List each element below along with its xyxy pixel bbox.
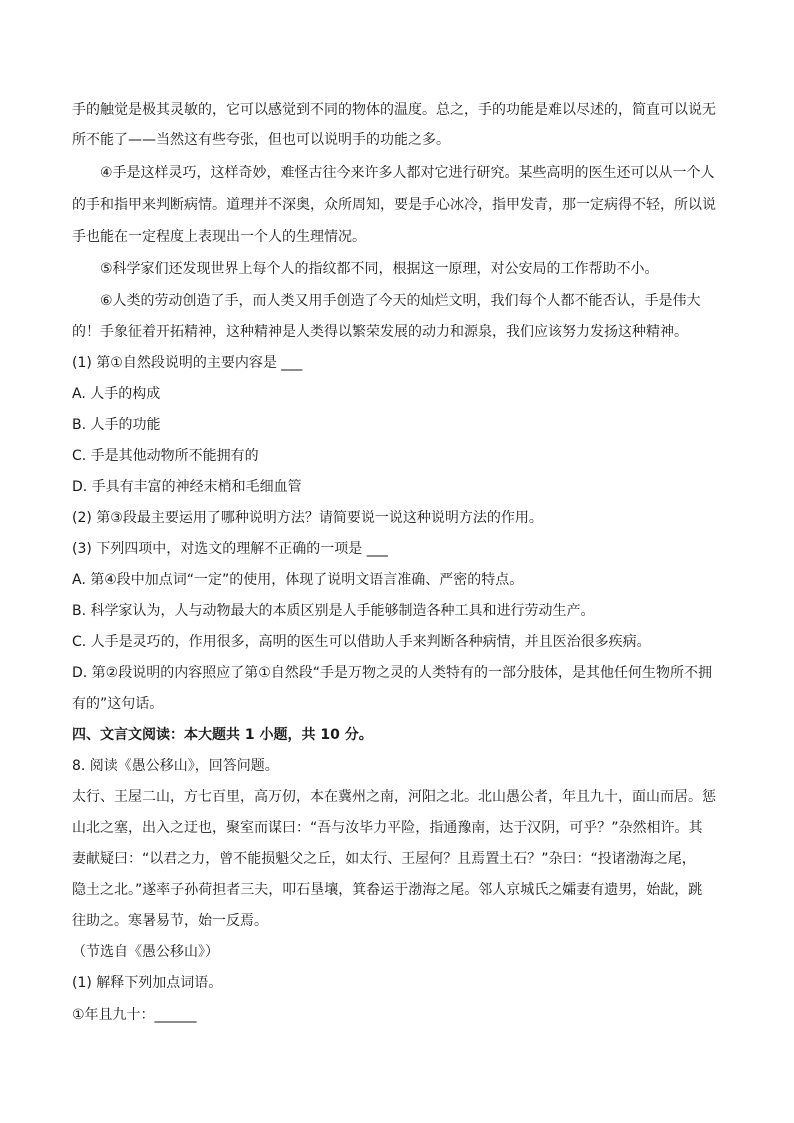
text-line-q8-1-a: ①年且九十：______ (72, 1007, 197, 1023)
text-line-yg-3: 妻献疑曰：“以君之力，曾不能损魁父之丘，如太行、王屋何？且焉置土石？”杂曰：“投诸渤海之尾， (72, 851, 696, 867)
text-line-q1: (1) 第①自然段说明的主要内容是 ___ (72, 355, 303, 371)
text-line-q3: (3) 下列四项中，对选文的理解不正确的一项是 ___ (72, 541, 388, 557)
text-line-q3-b: B. 科学家认为，人与动物最大的本质区别是人手能够制造各种工具和进行劳动生产。 (72, 603, 595, 619)
text-line-q3-d2: 有的”这句话。 (72, 696, 164, 712)
text-line-p4-1: ④手是这样灵巧，这样奇妙，难怪古往今来许多人都对它进行研究。某些高明的医生还可以从一个人 (100, 165, 715, 181)
text-line-q1-a: A. 人手的构成 (72, 386, 161, 402)
text-line-q3-c: C. 人手是灵巧的，作用很多，高明的医生可以借助人手来判断各种病情，并且医治很多疾病。 (72, 634, 651, 650)
text-line-p4-2: 的手和指甲来判断病情。道理并不深奥，众所周知，要是手心冰冷，指甲发青，那一定病得不轻，所以说 (72, 197, 716, 213)
text-line-p3-cont-2: 所不能了——当然这有些夸张，但也可以说明手的功能之多。 (72, 132, 450, 148)
text-line-yg-1: 太行、王屋二山，方七百里，高万仞，本在冀州之南，河阳之北。北山愚公者，年且九十，面山而居。惩 (72, 789, 716, 805)
text-line-p6-1: ⑥人类的劳动创造了手，而人类又用手创造了今天的灿烂文明，我们每个人都不能否认，手是伟大 (100, 293, 701, 309)
text-line-q8-1: (1) 解释下列加点词语。 (72, 975, 223, 991)
text-line-q1-b: B. 人手的功能 (72, 417, 161, 433)
text-line-q1-c: C. 手是其他动物所不能拥有的 (72, 448, 259, 464)
text-line-p4-3: 手也能在一定程度上表现出一个人的生理情况。 (72, 229, 366, 245)
text-line-q3-d1: D. 第②段说明的内容照应了第①自然段“手是万物之灵的人类特有的一部分肢体，是其他任何生物所不拥 (72, 665, 713, 681)
text-line-q2: (2) 第③段最主要运用了哪种说明方法？请简要说一说这种说明方法的作用。 (72, 510, 543, 526)
text-line-yg-4: 隐土之北。”遂率子孙荷担者三夫，叩石垦壤，箕畚运于渤海之尾。邻人京城氏之孀妻有遗男，始龀，跳 (72, 882, 703, 898)
text-line-p6-2: 的！手象征着开拓精神，这种精神是人类得以繁荣发展的动力和源泉，我们应该努力发扬这种精神。 (72, 324, 688, 340)
text-line-p5-1: ⑤科学家们还发现世界上每个人的指纹都不同，根据这一原理，对公安局的工作帮助不小。 (100, 261, 659, 277)
text-line-yg-2: 山北之塞，出入之迂也，聚室而谋曰：“吾与汝毕力平险，指通豫南，达于汉阴，可乎？”杂然相许。其 (72, 820, 703, 836)
text-line-q3-a: A. 第④段中加点词“一定”的使用，体现了说明文语言准确、严密的特点。 (72, 572, 524, 588)
text-line-p3-cont-1: 手的触觉是极其灵敏的，它可以感觉到不同的物体的温度。总之，手的功能是难以尽述的，简直可以说无 (72, 102, 716, 118)
text-line-q1-d: D. 手具有丰富的神经末梢和毛细血管 (72, 479, 302, 495)
text-line-yg-src: （节选自《愚公移山》） (72, 944, 219, 960)
text-line-q8: 8. 阅读《愚公移山》，回答问题。 (72, 758, 279, 774)
text-line-yg-5: 往助之。寒暑易节，始一反焉。 (72, 913, 268, 929)
text-line-sec4: 四、文言文阅读：本大题共 1 小题，共 10 分。 (72, 727, 373, 743)
